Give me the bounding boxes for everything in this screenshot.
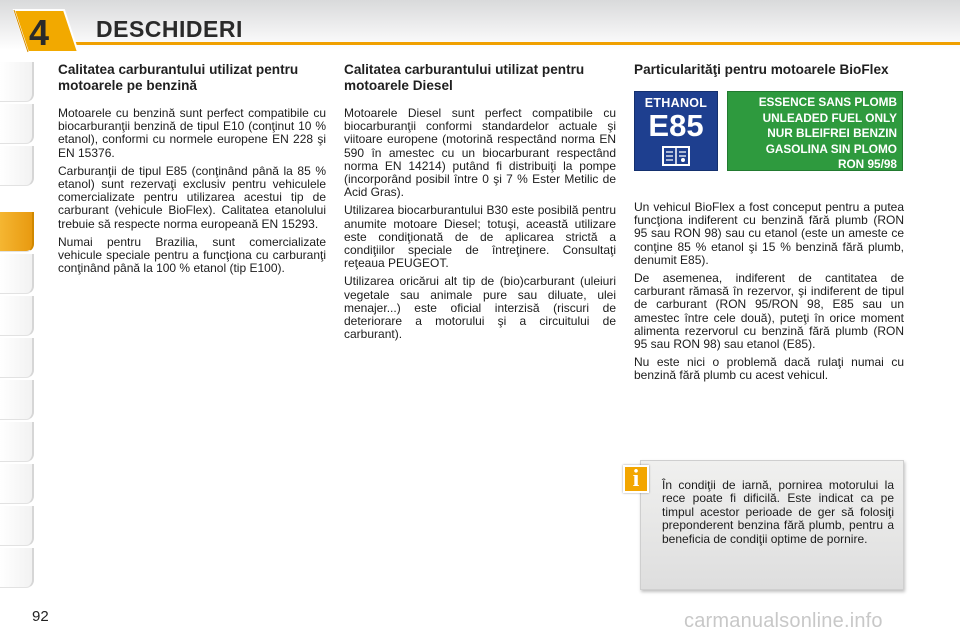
side-tab-6[interactable]: [0, 296, 34, 336]
info-note-text: În condiţii de iarnă, pornirea motorului la rece poate fi dificilă. Este indicat ca pe timpul acestor perioade de ger să folosiţi preponderent benzina fără plumb, pentru a beneficia de condiţii optime de pornire.: [662, 478, 894, 546]
ethanol-label-text: ETHANOL: [644, 96, 708, 110]
info-icon: i: [623, 465, 649, 493]
manual-book-icon: [662, 146, 690, 166]
chapter-side-tabs: [0, 62, 36, 582]
section-heading: Particularităţi pentru motoarele BioFlex: [634, 62, 889, 77]
paragraph: Utilizarea oricărui alt tip de (bio)carburant (uleiuri vegetale sau animale pure sau diluate, ulei menajer...) este oficial interzisă (riscuri de deteriorare a motorului şi a circuitului de carburant).: [344, 274, 616, 342]
fuel-sign-line: NUR BLEIFREI BENZIN: [767, 126, 897, 141]
side-tab-8[interactable]: [0, 380, 34, 420]
paragraph: Motoarele cu benzină sunt perfect compatibile cu biocarburanţii benzină de tipul E10 (conţinut 10 % etanol), conformi cu normele europene EN 228 şi EN 15376.: [58, 106, 326, 160]
section-heading: Calitatea carburantului utilizat pentru motoarele Diesel: [344, 62, 585, 93]
paragraph: Utilizarea biocarburantului B30 este posibilă pentru anumite motoare Diesel; totuşi, această utilizare este condiţionată de de aplicarea strictă a condiţiilor speciale de întreţinere. Consultaţi reţeaua PEUGEOT.: [344, 203, 616, 271]
section-heading: Calitatea carburantului utilizat pentru motoarele pe benzină: [58, 62, 299, 93]
fuel-sign-line: ESSENCE SANS PLOMB: [758, 95, 897, 109]
fuel-sign-line: GASOLINA SIN PLOMO: [765, 141, 897, 156]
side-tab-11[interactable]: [0, 506, 34, 546]
side-tab-4-active[interactable]: [0, 212, 34, 252]
side-tab-5[interactable]: [0, 254, 34, 294]
section-petrol-fuel-quality: [58, 62, 326, 280]
page-title: DESCHIDERI: [96, 16, 243, 42]
fuel-sign-line: UNLEADED FUEL ONLY: [762, 110, 897, 125]
watermark: carmanualsonline.info: [684, 610, 883, 632]
side-tab-2[interactable]: [0, 104, 34, 144]
paragraph: Un vehicul BioFlex a fost conceput pentru a putea funcţiona indiferent cu benzină fără plumb (RON 95 sau RON 98) sau cu etanol (este un ameste ce conţine 85 % etanol şi 15 % benzină fără plumb, denumit E85).: [634, 200, 904, 267]
paragraph: Nu este nici o problemă dacă rulaţi numai cu benzină fără plumb cu acest vehicul.: [634, 355, 904, 383]
side-tab-1[interactable]: [0, 62, 34, 102]
unleaded-fuel-label: [727, 91, 903, 171]
section-bioflex: [634, 62, 904, 388]
side-tab-12[interactable]: [0, 548, 34, 588]
side-tab-10[interactable]: [0, 464, 34, 504]
chapter-number: 4: [28, 12, 50, 53]
page-number: 92: [32, 608, 49, 625]
side-tab-7[interactable]: [0, 338, 34, 378]
ethanol-code-text: E85: [648, 108, 704, 143]
paragraph: Numai pentru Brazilia, sunt comercializate vehicule speciale pentru a funcţiona cu carburanţi conţinând până la 100 % etanol (tip E100).: [58, 234, 326, 276]
section-diesel-fuel-quality: [344, 62, 616, 346]
ethanol-e85-label: [634, 91, 718, 171]
paragraph: De asemenea, indiferent de cantitatea de carburant rămasă în rezervor, şi indiferent de tipul de carburant (RON 95/RON 98, E85 sau un amestec între cele două), puteţi în orice moment alimenta rezervorul cu benzină fără plumb (RON 95 sau RON 98) sau etanol (E85).: [634, 271, 904, 352]
paragraph: Carburanţii de tipul E85 (conţinând până la 85 % etanol) sunt rezervaţi exclusiv pentru vehiculele comercializate pentru utilizarea acestui tip de carburant (vehicule BioFlex). Calitatea etanolului trebuie să respecte norma europeană EN 15293.: [58, 163, 326, 231]
paragraph: Motoarele Diesel sunt perfect compatibile cu biocarburanţii conformi standardelor actuale şi viitoare europene (motorină respectând norma EN 590 în amestec cu un biocarburant respectând norma EN 14214) putând fi distribuiţi la pompe (incorporând posibil între 0 şi 7 % Ester Metilic de Acid Gras).: [344, 106, 616, 200]
side-tab-9[interactable]: [0, 422, 34, 462]
side-tab-3[interactable]: [0, 146, 34, 186]
fuel-sign-line: RON 95/98: [837, 157, 897, 172]
fuel-labels: [634, 91, 904, 175]
